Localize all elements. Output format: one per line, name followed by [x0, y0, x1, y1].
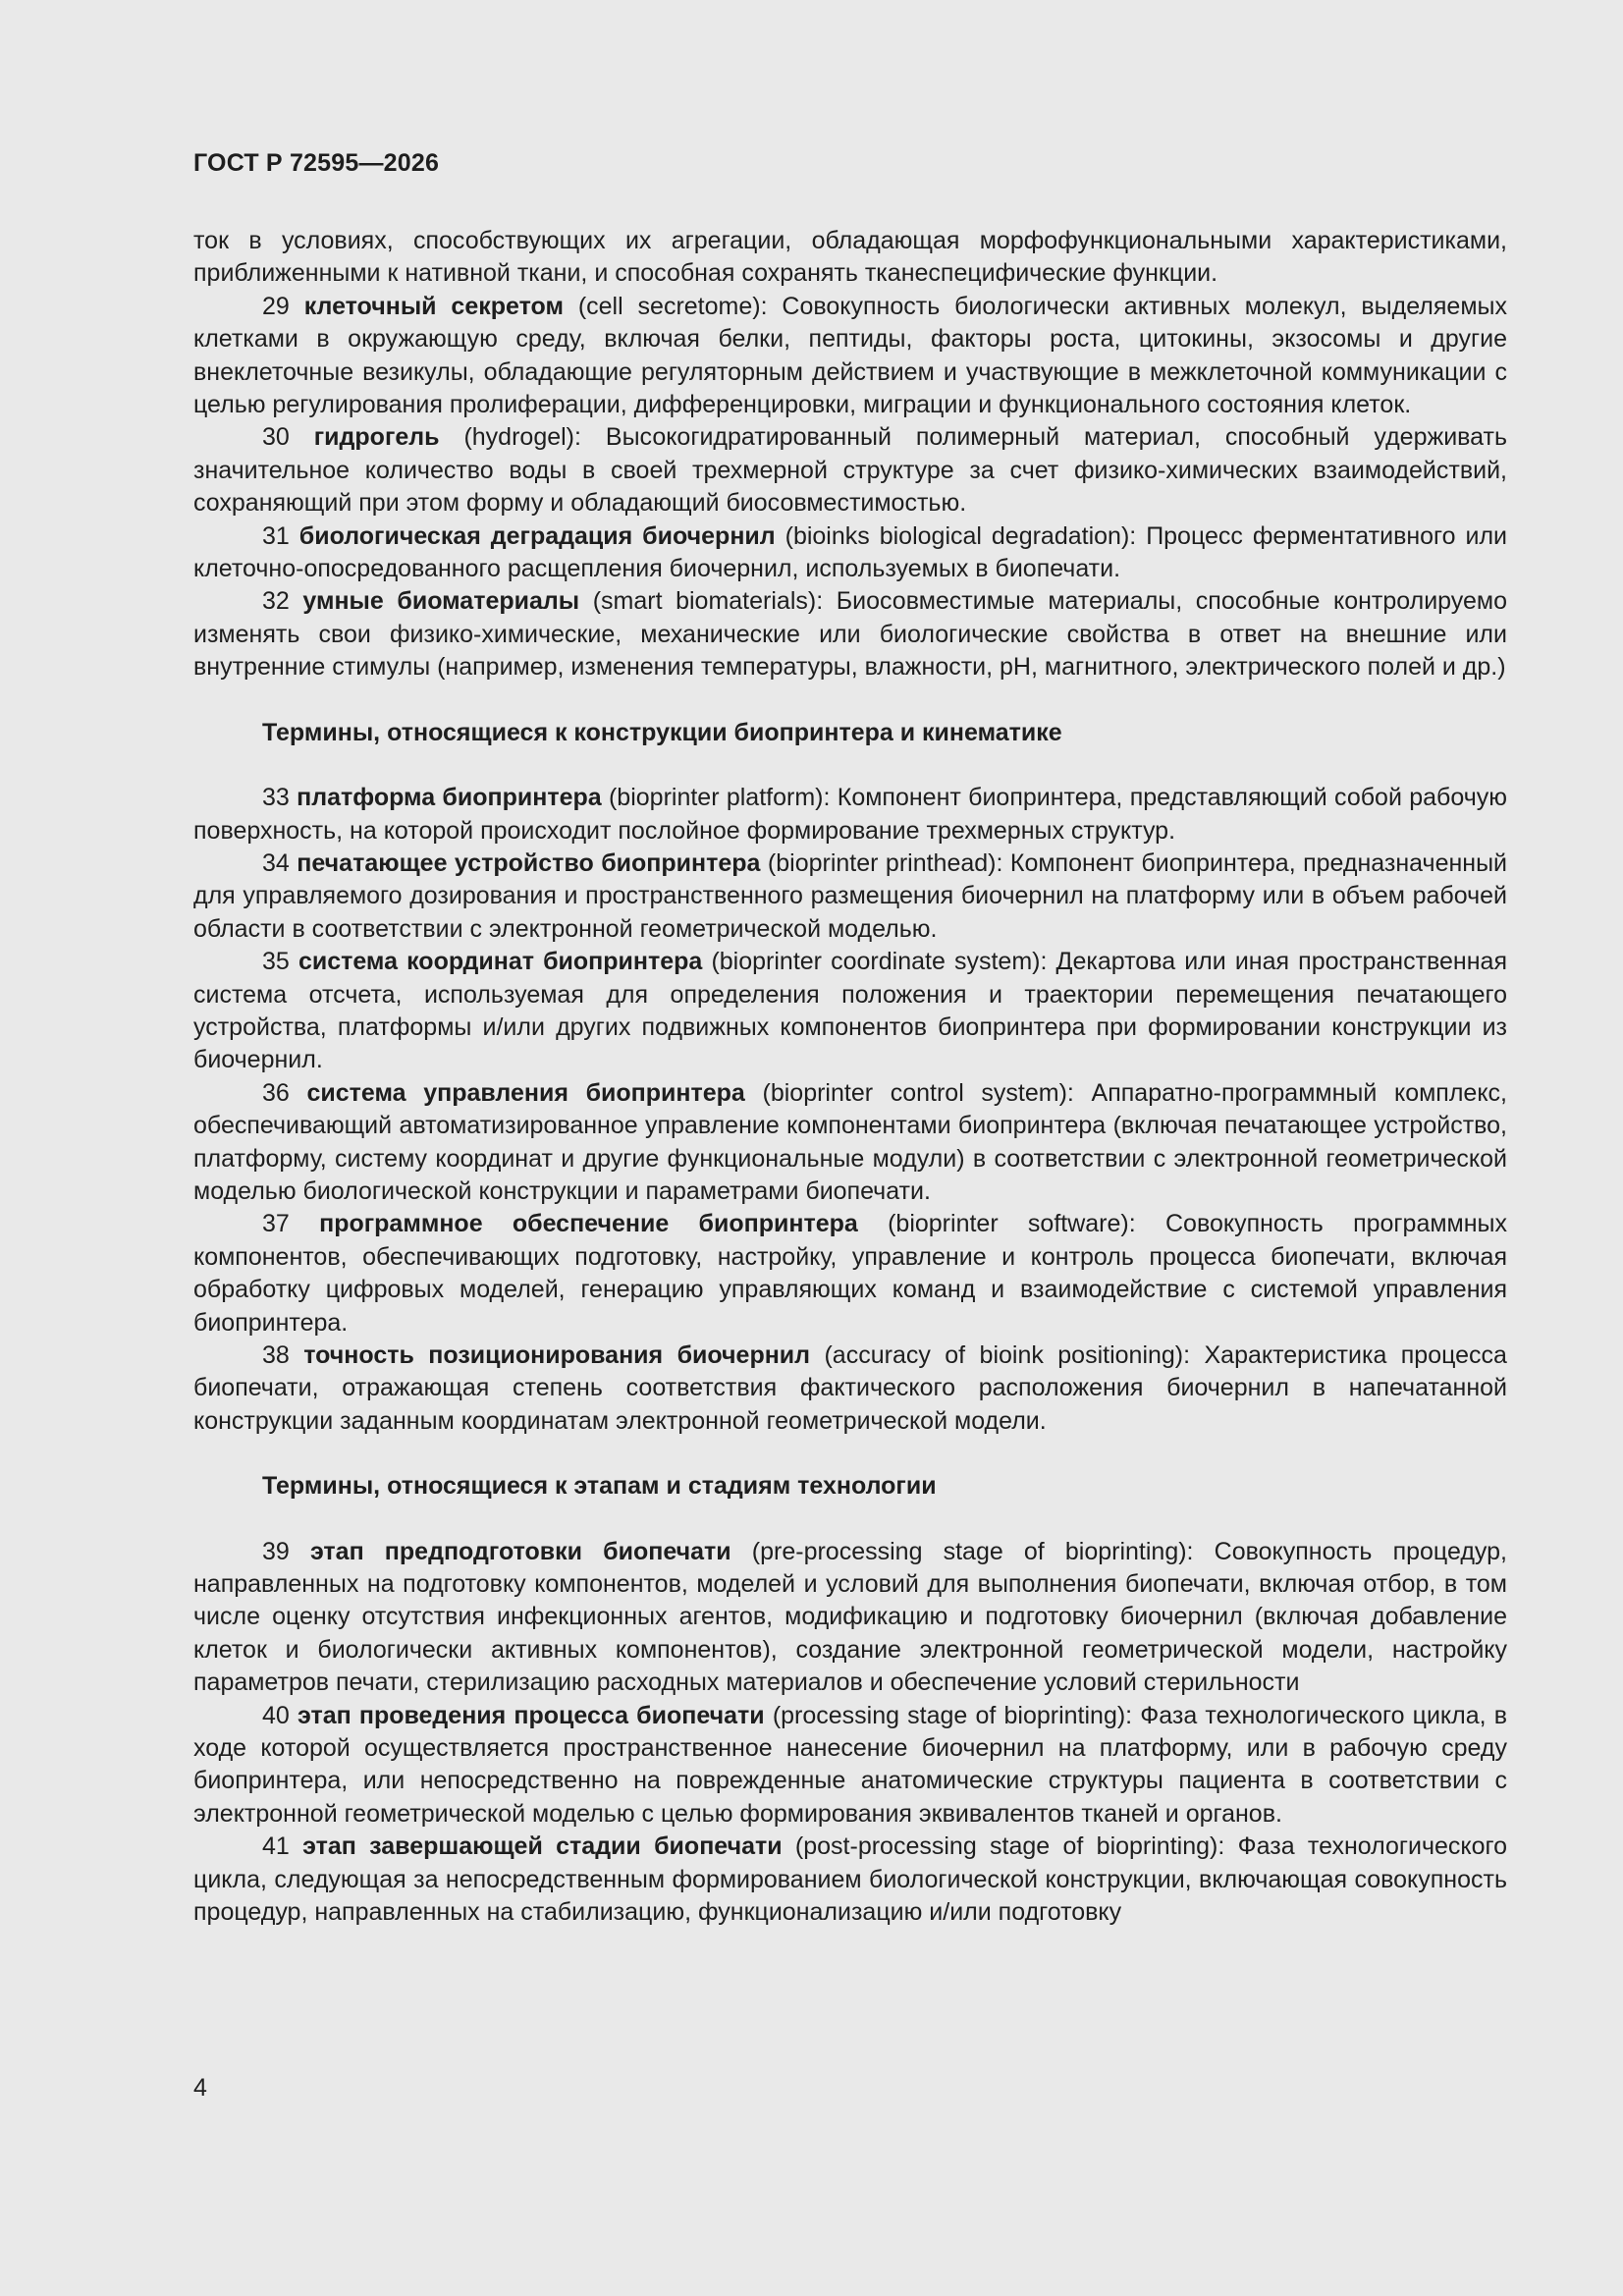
term-entry: 30 гидрогель (hydrogel): Высокогидратированный полимерный материал, способный удерживать значительное количество воды в своей трехмерной структуре за счет физико-химических взаимодействий, сохраняющий при этом форму и обладающий биосовместимостью. — [193, 423, 1508, 518]
document-body — [193, 225, 1507, 1930]
term-name: клеточный секретом — [303, 292, 564, 320]
term-name: умные биоматериалы — [302, 587, 580, 616]
standard-code-header: ГОСТ Р 72595—2026 — [193, 149, 440, 177]
term-entry: 34 печатающее устройство биопринтера (bioprinter printhead): Компонент биопринтера, предназначенный для управляемого дозирования и пространственного размещения биочернил на платформу или в объем рабочей области в соответствии с электронной геометрической моделью. — [193, 848, 1508, 943]
term-name: биологическая деградация биочернил — [298, 521, 776, 550]
section-heading-technology-stages: Термины, относящиеся к этапам и стадиям технологии — [262, 1472, 937, 1501]
term-name: программное обеспечение биопринтера — [319, 1210, 858, 1238]
term-entry: 32 умные биоматериалы (smart biomaterials): Биосовместимые материалы, способные контролируемо изменять свои физико-химические, механические или биологические свойства в ответ на внешние или внутренние стимулы (например, изменения температуры, влажности, pH, магнитного, электрического полей и др.) — [193, 587, 1508, 682]
term-entry: 29 клеточный секретом (cell secretome): Совокупность биологически активных молекул, выделяемых клетками в окружающую среду, включая белки, пептиды, факторы роста, цитокины, экзосомы и другие внеклеточные везикулы, обладающие регуляторным действием и участвующие в межклеточной коммуникации с целью регулирования пролиферации, дифференцировки, миграции и функционального состояния клеток. — [193, 292, 1507, 419]
page-number: 4 — [193, 2074, 207, 2102]
term-name: печатающее устройство биопринтера — [297, 848, 761, 877]
term-entry: 40 этап проведения процесса биопечати (processing stage of bioprinting): Фаза технологического цикла, в ходе которой осуществляется пространственное нанесение биочернил на платформу, или в рабочую среду биопринтера, или непосредственно на поврежденные анатомические структуры пациента в соответствии с электронной геометрической моделью с целью формирования эквивалентов тканей и органов. — [193, 1701, 1508, 1828]
section-heading-bioprinter-design: Термины, относящиеся к конструкции биопринтера и кинематике — [262, 718, 1062, 746]
term-entry: 41 этап завершающей стадии биопечати (post-processing stage of bioprinting): Фаза технологического цикла, следующая за непосредственным формированием биологической конструкции, включающая совокупность процедур, направленных на стабилизацию, функционализацию и/или подготовку — [193, 1832, 1507, 1927]
term-name: система координат биопринтера — [298, 948, 703, 976]
term-name: этап завершающей стадии биопечати — [302, 1832, 783, 1861]
term-name: этап предподготовки биопечати — [309, 1537, 731, 1565]
term-name: точность позиционирования биочернил — [303, 1341, 811, 1369]
continuation-paragraph: ток в условиях, способствующих их агрегации, обладающая морфофункциональными характеристиками, приближенными к нативной ткани, и способная сохранять тканеспецифические функции. — [193, 227, 1507, 288]
term-entry: 38 точность позиционирования биочернил (accuracy of bioink positioning): Характеристика процесса биопечати, отражающая степень соответствия фактического расположения биочернил в напечатанной конструкции заданным координатам электронной геометрической модели. — [193, 1341, 1507, 1435]
terms-group-bioprinter — [193, 782, 1507, 1438]
term-name: платформа биопринтера — [297, 784, 602, 812]
terms-group-stages — [193, 1536, 1507, 1930]
term-entry: 35 система координат биопринтера (bioprinter coordinate system): Декартова или иная пространственная система отсчета, используемая для определения положения и траектории перемещения печатающего устройства, платформы и/или других подвижных компонентов биопринтера при формировании конструкции из биочернил. — [193, 948, 1507, 1074]
term-entry: 37 программное обеспечение биопринтера (bioprinter software): Совокупность программных компонентов, обеспечивающих подготовку, настройку, управление и контроль процесса биопечати, включая обработку цифровых моделей, генерацию управляющих команд и взаимодействие с системой управления биопринтера. — [193, 1210, 1507, 1337]
term-entry: 31 биологическая деградация биочернил (bioinks biological degradation): Процесс ферментативного или клеточно-опосредованного расщепления биочернил, используемых в биопечати. — [193, 521, 1507, 583]
term-name: гидрогель — [313, 423, 440, 452]
terms-group-biomaterials — [193, 291, 1507, 684]
term-entry: 33 платформа биопринтера (bioprinter platform): Компонент биопринтера, представляющий собой рабочую поверхность, на которой происходит послойное формирование трехмерных структур. — [193, 784, 1507, 845]
term-name: система управления биопринтера — [306, 1078, 745, 1107]
term-entry: 39 этап предподготовки биопечати (pre-processing stage of bioprinting): Совокупность процедур, направленных на подготовку компонентов, моделей и условий для выполнения биопечати, включая отбор, в том числе оценку отсутствия инфекционных агентов, модификацию и подготовку биочернил (включая добавление клеток и биологически активных компонентов), создание электронной геометрической модели, настройку параметров печати, стерилизацию расходных материалов и обеспечение условий стерильности — [193, 1537, 1507, 1697]
term-entry: 36 система управления биопринтера (bioprinter control system): Аппаратно-программный комплекс, обеспечивающий автоматизированное управление компонентами биопринтера (включая печатающее устройство, платформу, систему координат и другие функциональные модули) в соответствии с электронной геометрической моделью биологической конструкции и параметрами биопечати. — [193, 1078, 1507, 1205]
term-name: этап проведения процесса биопечати — [297, 1701, 765, 1729]
